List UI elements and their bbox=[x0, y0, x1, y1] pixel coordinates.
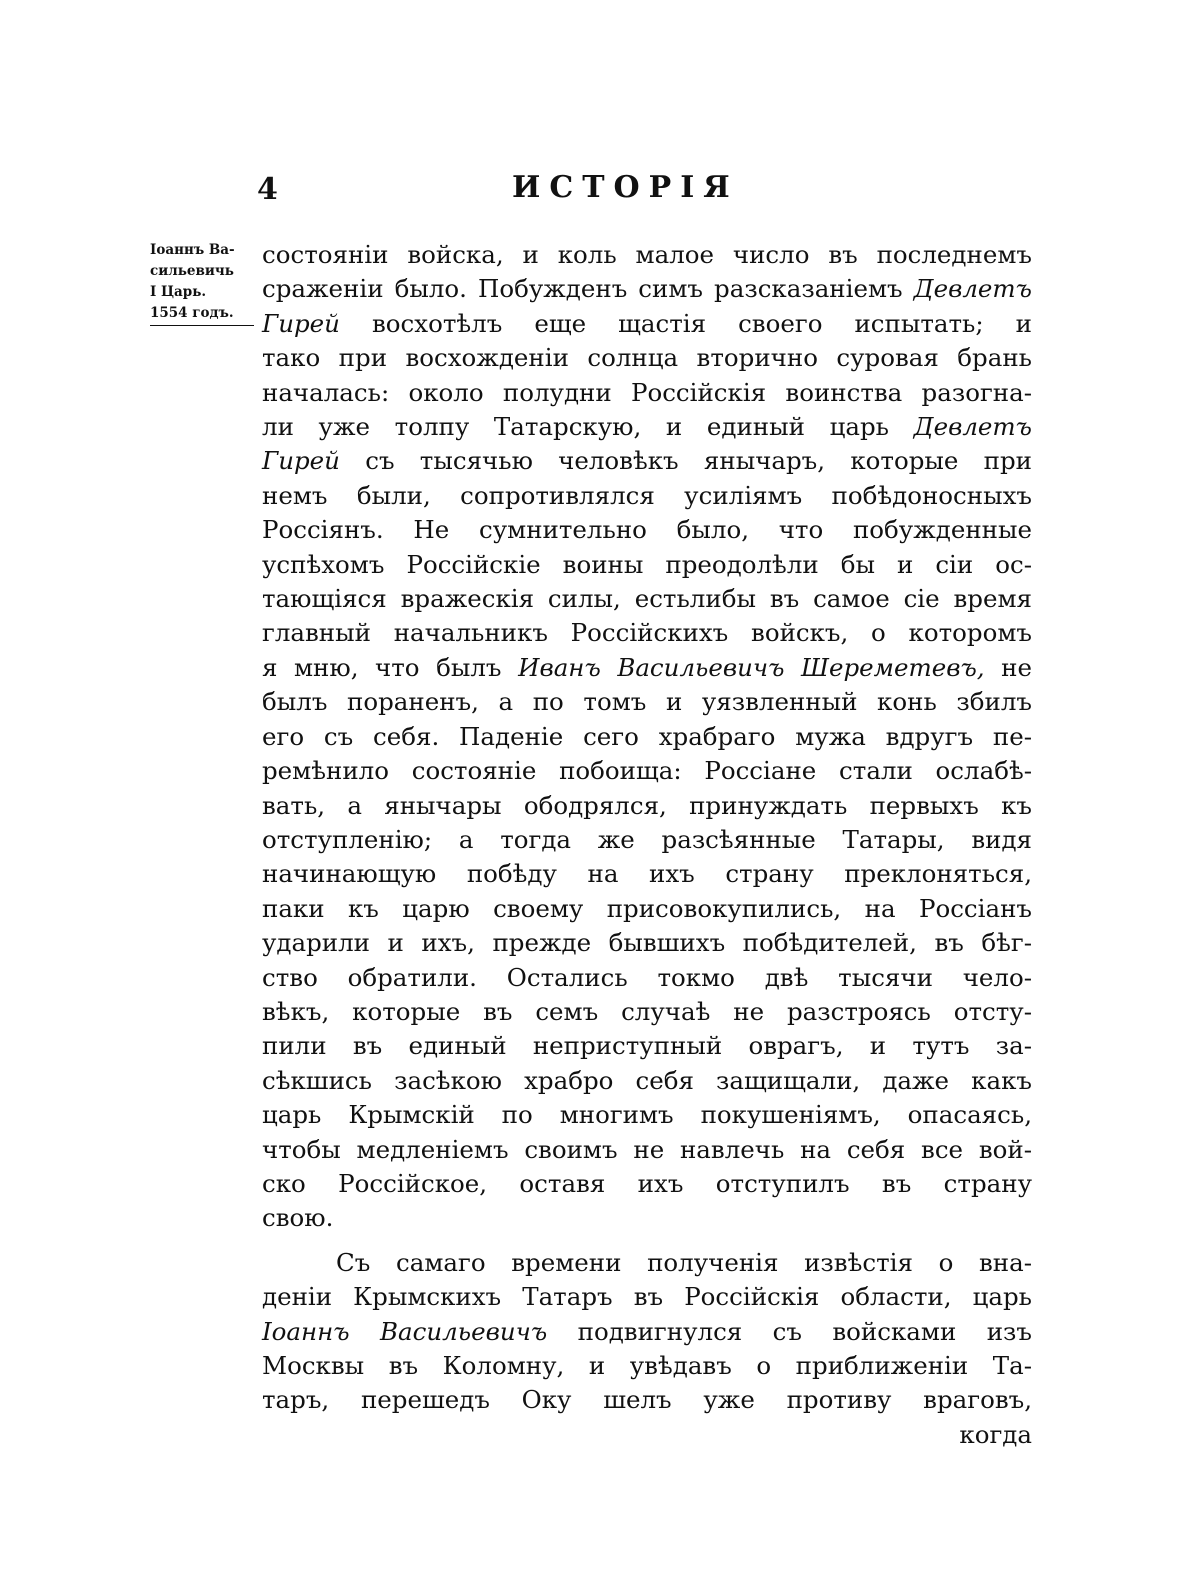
text-line: сѣкшись засѣкою храбро себя защищали, даже какъ bbox=[262, 1065, 1032, 1095]
text-line: тако при восхожденіи солнца вторично суровая брань bbox=[262, 343, 1032, 373]
paragraph-1 bbox=[262, 238, 1032, 1236]
margin-note bbox=[150, 240, 254, 326]
text-span: сраженіи было. Побужденъ симъ разсказаніемъ bbox=[262, 274, 903, 304]
text-line: ско Россійское, оставя ихъ отступилъ въ страну bbox=[262, 1168, 1032, 1198]
text-span: подвигнулся съ войсками изъ bbox=[577, 1316, 1032, 1346]
text-line: Съ самаго времени полученія извѣстія о вна- bbox=[336, 1247, 1032, 1277]
text-line: паки къ царю своему присовокупились, на Россіанъ bbox=[262, 893, 1032, 923]
page-number: 4 bbox=[257, 172, 278, 207]
text-span: восхотѣлъ еще щастія своего испытать; и bbox=[372, 308, 1032, 338]
text-line: Москвы въ Коломну, и увѣдавъ о приближеніи Та- bbox=[262, 1351, 1032, 1380]
person-name: Гирей bbox=[262, 446, 340, 476]
running-title: ИСТОРІЯ bbox=[512, 170, 739, 205]
text-line: вѣкъ, которые въ семъ случаѣ не разстроясь отсту- bbox=[262, 996, 1032, 1026]
text-line bbox=[262, 410, 1032, 444]
person-name: Іоаннъ Васильевичъ bbox=[262, 1316, 548, 1346]
person-name: Девлетъ bbox=[913, 274, 1032, 304]
text-line: его съ себя. Паденіе сего храбраго мужа вдругъ пе- bbox=[262, 721, 1032, 751]
margin-note-line: I Царь. bbox=[150, 284, 207, 300]
text-line: главный начальникъ Россійскихъ войскъ, о которомъ bbox=[262, 618, 1032, 648]
text-line: Россіянъ. Не сумнительно было, что побужденные bbox=[262, 515, 1032, 545]
text-line: вать, а янычары ободрялся, принуждать первыхъ къ bbox=[262, 790, 1032, 820]
person-name: Иванъ Васильевичъ Шереметевъ, bbox=[518, 652, 985, 682]
margin-note-year: 1554 годъ. bbox=[150, 303, 254, 326]
paragraph-gap bbox=[262, 1236, 1032, 1246]
text-line bbox=[262, 444, 1032, 478]
text-line: таръ, перешедъ Оку шелъ уже противу враговъ, bbox=[262, 1385, 1032, 1415]
text-line: царь Крымскій по многимъ покушеніямъ, опасаясь, bbox=[262, 1100, 1032, 1130]
text-line: успѣхомъ Россійскіе воины преодолѣли бы и сіи ос- bbox=[262, 549, 1032, 579]
text-line bbox=[262, 307, 1032, 341]
text-span: съ тысячью человѣкъ янычаръ, которые при bbox=[365, 446, 1032, 476]
text-line: пили въ единый неприступный оврагъ, и тутъ за- bbox=[262, 1031, 1032, 1061]
text-line: отступленію; а тогда же разсѣянные Татары, видя bbox=[262, 824, 1032, 854]
text-line: былъ пораненъ, а по томъ и уязвленный конь збилъ bbox=[262, 687, 1032, 717]
catchword: когда bbox=[959, 1419, 1032, 1449]
text-line: ударили и ихъ, прежде бывшихъ побѣдителей, въ бѣг- bbox=[262, 928, 1032, 958]
text-line: начинающую побѣду на ихъ страну преклоняться, bbox=[262, 859, 1032, 889]
text-span: я мню, что былъ bbox=[262, 652, 502, 682]
paragraph-2 bbox=[262, 1246, 1032, 1452]
text-span: ли уже толпу Татарскую, и единый царь bbox=[262, 412, 889, 442]
text-line: ремѣнило состояніе побоища: Россіане стали ослабѣ- bbox=[262, 756, 1032, 786]
text-span: не bbox=[1001, 652, 1032, 682]
text-line bbox=[262, 272, 1032, 306]
text-line bbox=[262, 651, 1032, 685]
text-line: тающіяся вражескія силы, естьлибы въ самое сіе время bbox=[262, 584, 1032, 614]
text-line: ство обратили. Остались токмо двѣ тысячи чело- bbox=[262, 962, 1032, 992]
person-name: Девлетъ bbox=[913, 412, 1032, 442]
text-line: чтобы медленіемъ своимъ не навлечь на себя все вой- bbox=[262, 1134, 1032, 1164]
person-name: Гирей bbox=[262, 308, 340, 338]
text-line: деніи Крымскихъ Татаръ въ Россійскія области, царь bbox=[262, 1282, 1032, 1312]
margin-note-line: сильевичь bbox=[150, 263, 234, 279]
text-line: началась: около полудни Россійскія воинства разогна- bbox=[262, 377, 1032, 407]
text-line: свою. bbox=[262, 1203, 334, 1233]
text-line bbox=[262, 1315, 1032, 1349]
text-line: состояніи войска, и коль малое число въ последнемъ bbox=[262, 240, 1032, 269]
text-line: немъ были, сопротивлялся усиліямъ побѣдоносныхъ bbox=[262, 480, 1032, 510]
body-text bbox=[262, 238, 1032, 1452]
margin-note-line: Іоаннъ Ва- bbox=[150, 242, 235, 258]
